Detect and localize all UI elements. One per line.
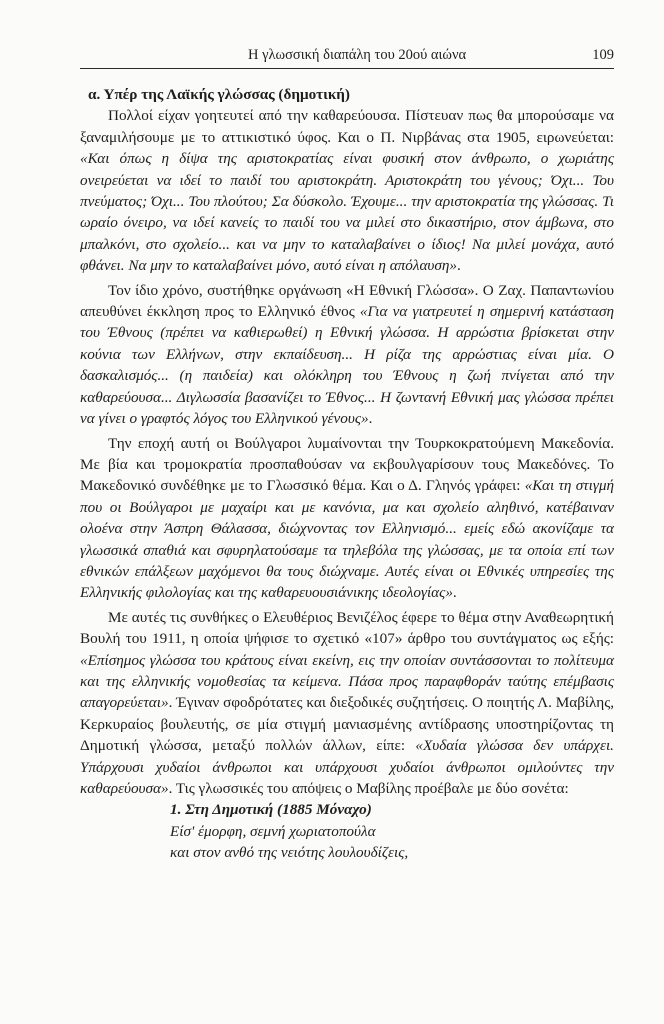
paragraph-text: Πολλοί είχαν γοητευτεί από την καθαρεύουσα. Πίστευαν πως θα μπορούσαμε να ξαναμιλήσουμε με το αττικιστικό ύφος. Και ο Π. Νιρβάνας στα 1905, ειρωνεύεται:: [80, 107, 614, 146]
paragraph-4: [80, 607, 614, 800]
poem: [80, 799, 614, 863]
paragraph-text: .: [368, 410, 373, 428]
page-number: 109: [592, 47, 614, 63]
poem-title: 1. Στη Δημοτική (1885 Μόναχο): [170, 801, 372, 819]
paragraph-2: [80, 280, 614, 430]
quotation: «Για να γιατρευτεί η σημερινή κατάσταση του Έθνους (πρέπει να καθιερωθεί) η Εθνική γλώσσα. Η αρρώστια βρίσκεται στην κούνια των Ελλήνων, στην εκπαίδευση... Η ρίζα της αρρώστιας είναι μία. Ο δασκαλισμός... (η παιδεία) και ολόκληρη του Έθνους η ζωή πνίγεται από την καθαρεύουσα... Διγλωσσία βασανίζει το Έθνος... Η ζωντανή Εθνική μας γλώσσα πρέπει να γίνει ο γραφτός λόγος του Ελληνικού γένους»: [80, 303, 614, 428]
paragraph-text: .: [457, 257, 461, 275]
page-header: [80, 47, 614, 67]
paragraph-text: Τον ίδιο χρόνο, συστήθηκε οργάνωση «Η Εθνική Γλώσσα». Ο Ζαχ. Παπαντωνίου απευθύνει έκκληση προς το Ελληνικό έθνος: [80, 281, 614, 321]
section-heading: α. Υπέρ της Λαϊκής γλώσσας (δημοτική): [88, 86, 350, 103]
paragraph-text: . Τις γλωσσικές του απόψεις ο Μαβίλης προέβαλε με δύο σονέτα:: [168, 780, 569, 797]
running-title: Η γλωσσική διαπάλη του 20ού αιώνα: [248, 47, 467, 63]
quotation: «Χυδαία γλώσσα δεν υπάρχει. Υπάρχουσι χυδαίοι άνθρωποι και υπάρχουσι χυδαίοι άνθρωποι ομιλούντες την καθαρεύουσα»: [80, 737, 614, 797]
paragraph-1: [80, 105, 614, 276]
paragraph-text: Την εποχή αυτή οι Βούλγαροι λυμαίνονται την Τουρκοκρατούμενη Μακεδονία. Με βία και τρομοκρατία προσπαθούσαν να εκβουλγαρίσουν τους Μακεδόνες. Το Μακεδονικό συνδέθηκε με το Γλωσσικό θέμα. Και ο Δ. Γληνός γράφει:: [80, 434, 614, 495]
quotation: «Επίσημος γλώσσα του κράτους είναι εκείνη, εις την οποίαν συντάσσονται το πολίτευμα και της ελληνικής νομοθεσίας τα κείμενα. Πάσα προς παραφθοράν ταύτης επέμβασις απαγορεύεται»: [80, 651, 614, 712]
poem-line: Είσ' έμορφη, σεμνή χωριατοπούλα: [170, 822, 376, 840]
paragraph-3: [80, 433, 614, 604]
paragraph-text: Με αυτές τις συνθήκες ο Ελευθέριος Βενιζέλος έφερε το θέμα στην Αναθεωρητική Βουλή του 1911, η οποία ψήφισε το σχετικό «107» άρθρο του συντάγματος ως εξής:: [80, 608, 614, 648]
poem-line: και στον ανθό της νειότης λουλουδίζεις,: [170, 844, 409, 862]
page-body: [80, 84, 614, 864]
paragraph-text: . Έγιναν σφοδρότατες και διεξοδικές συζητήσεις. Ο ποιητής Λ. Μαβίλης, Κερκυραίος βουλευτής, σε μία στιγμή μανιασμένης αντίδρασης υποστηρίζοντας τη Δημοτική γλώσσα, μεταξύ πολλών άλλων, είπε:: [80, 694, 614, 755]
header-rule: [80, 68, 614, 69]
quotation: «Και όπως η δίψα της αριστοκρατίας είναι φυσική στον άνθρωπο, ο χωριάτης ονειρεύεται να ιδεί το παιδί του αριστοκράτη. Αριστοκράτη του γένους; Όχι... Του πνεύματος; Όχι... Του πλούτου; Σα δύσκολο. Έχουμε... την αριστοκρατία της γλώσσας. Τι ωραίο όνειρο, να ιδεί κανείς το παιδί του να μιλεί στο δικαστήριο, στον άμβωνα, στο μπαλκόνι, στο σχολείο... και να μην το καταλαβαίνει ο ίδιος! Να μιλεί μονάχα, αυτό φθάνει. Να μην το καταλαβαίνει μόνο, αυτό είναι η απόλαυση»: [80, 150, 614, 275]
paragraph-text: .: [452, 584, 457, 602]
quotation: «Και τη στιγμή που οι Βούλγαροι με μαχαίρι και με κανόνια, μα και σχολείο αληθινό, κατέβαιναν ολοένα στην Άσπρη Θάλασσα, διώχνοντας τον Ελληνισμό... εμείς εδώ ακονίζαμε τα γλωσσικά σπαθιά και σφυρηλατούσαμε τα τηλεβόλα της γλώσσας, με τα οποία επί των εθνικών επάλξεων μαχόμενοι θα τους διώχναμε. Αυτές είναι οι Εθνικές υπηρεσίες της Ελληνικής φιλολογίας και της καθαρευουσιάνικης ιδεολογίας»: [80, 477, 614, 602]
